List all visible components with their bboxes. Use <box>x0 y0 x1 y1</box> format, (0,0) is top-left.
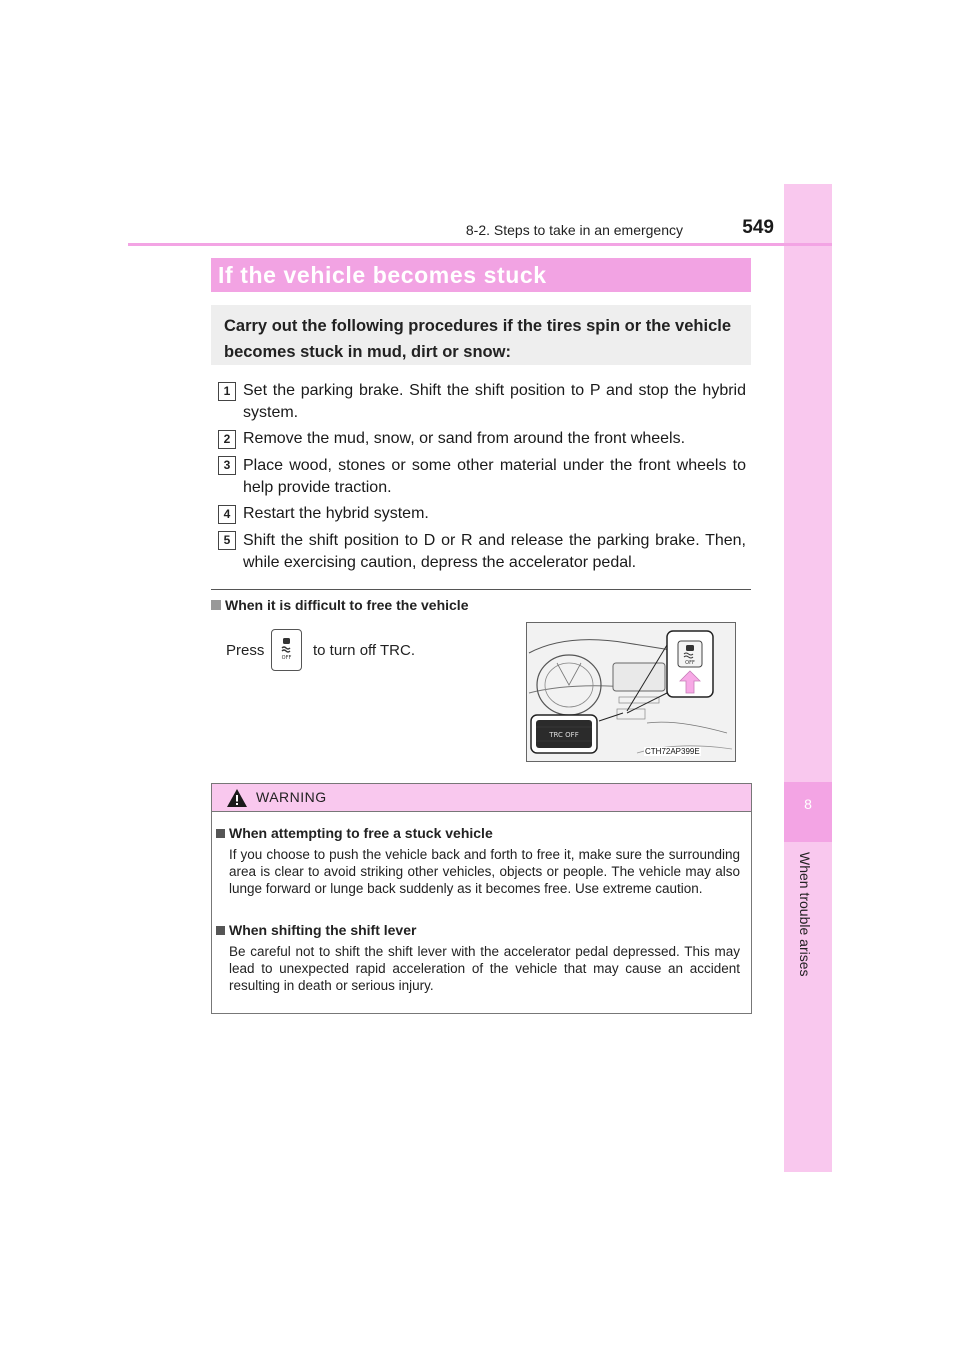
page-number: 549 <box>742 217 774 238</box>
dashboard-illustration <box>526 622 736 762</box>
warning-item-text: Be careful not to shift the shift lever with the accelerator pedal depressed. This may lead to unexpected rapid acceleration of the vehicle that may cause an accident resulting in death or serious injury. <box>229 944 740 993</box>
chapter-title-vertical <box>797 852 821 992</box>
step-text: Set the parking brake. Shift the shift position to P and stop the hybrid system. <box>243 382 746 421</box>
warning-item-text: If you choose to push the vehicle back and forth to free it, make sure the surrounding area is clear to avoid striking other vehicles, objects or people. The vehicle may also lunge forward or lunge back suddenly as it becomes free. Use extreme caution. <box>229 847 740 896</box>
step-text: Shift the shift position to D or R and release the parking brake. Then, while exercising caution, depress the accelerator pedal. <box>243 532 746 571</box>
trc-off-button-icon <box>271 629 302 671</box>
svg-text:OFF: OFF <box>281 655 292 661</box>
press-label: Press <box>226 642 265 659</box>
warning-item-heading <box>216 922 416 938</box>
illustration-button-label: OFF <box>685 660 695 666</box>
warning-label: WARNING <box>256 789 327 805</box>
step-text: Remove the mud, snow, or sand from around the front wheels. <box>243 430 686 447</box>
trc-off-glyph-icon <box>272 630 301 670</box>
step-number: 5 <box>218 531 236 550</box>
press-after-text: to turn off TRC. <box>313 642 415 659</box>
step-text: Place wood, stones or some other material under the front wheels to help provide traction. <box>243 457 746 496</box>
warning-item-heading-text: When shifting the shift lever <box>229 922 417 938</box>
step-text: Restart the hybrid system. <box>243 505 429 522</box>
step-number: 3 <box>218 456 236 475</box>
header-section-title: 8-2. Steps to take in an emergency <box>465 222 683 238</box>
bullet-square-icon <box>216 829 225 838</box>
section-divider <box>211 589 751 590</box>
warning-item-heading <box>216 825 493 841</box>
step-number: 2 <box>218 430 236 449</box>
section-title: If the vehicle becomes stuck <box>218 262 547 288</box>
chapter-number-box <box>784 782 832 842</box>
step-number: 1 <box>218 382 236 401</box>
warning-item-heading-text: When attempting to free a stuck vehicle <box>229 825 493 841</box>
chapter-number: 8 <box>804 796 812 812</box>
chapter-title-text: When trouble arises <box>797 852 813 977</box>
note-heading-text: When it is difficult to free the vehicle <box>225 597 469 613</box>
bullet-square-icon <box>216 926 225 935</box>
header-divider <box>128 243 832 246</box>
step-number: 4 <box>218 505 236 524</box>
warning-triangle-icon <box>226 788 248 813</box>
note-heading <box>211 597 468 613</box>
bullet-square-icon <box>211 600 221 610</box>
intro-text: Carry out the following procedures if the tires spin or the vehicle becomes stuck in mud, dirt or snow: <box>224 317 732 361</box>
chapter-side-tab <box>784 184 832 1172</box>
dashboard-drawing <box>527 623 735 761</box>
illustration-inset-label: TRC OFF <box>549 731 579 739</box>
figure-code: CTH72AP399E <box>645 747 700 756</box>
